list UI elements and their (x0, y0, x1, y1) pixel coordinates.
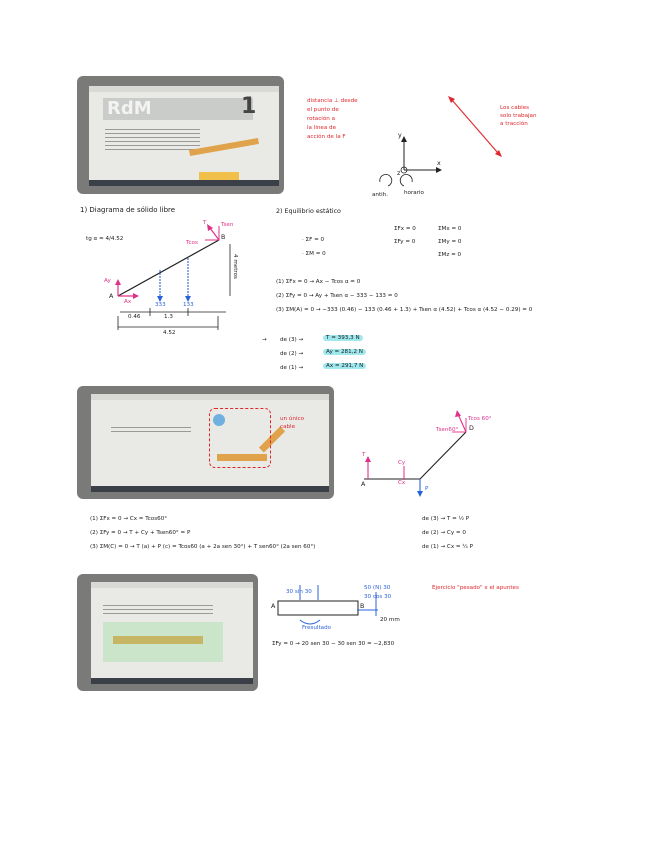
s3-label-a: A (271, 603, 276, 610)
s1-res1-from: de (3) → (280, 337, 304, 343)
photo-3-toolbar (91, 582, 253, 588)
s1-title-eq: 2) Equilibrio estático (276, 208, 341, 215)
s1-red-note-line: la linea de (307, 125, 337, 131)
s1-eq-my: ΣMy = 0 (438, 239, 462, 245)
photo-2-toolbar (91, 394, 329, 400)
s2-label-cx: Cx (398, 480, 406, 486)
s1-red-note-line: distancia ⊥ desde (307, 98, 358, 104)
s2-label-a: A (361, 481, 366, 488)
s1-dim-height: 4 metros (232, 254, 238, 279)
s1-label-tsen: Tsen (221, 222, 234, 228)
s3-label-b: B (360, 603, 365, 610)
s1-eq-mx: ΣMx = 0 (438, 226, 462, 232)
photo-1-logo: RdM (107, 98, 152, 119)
s3-label-3: 30 cos 30 (364, 594, 392, 600)
axes-antihorario: antih. (372, 192, 389, 198)
s2-label-cy: Cy (398, 460, 406, 466)
s3-label-2: 50 (N) 30 (364, 585, 391, 591)
photo-2-screen (91, 394, 329, 492)
photo-3-screen (91, 582, 253, 684)
screen-photo-2 (77, 386, 334, 499)
s2-eq-1: (1) ΣFx = 0 → Cx = Tcos60° (90, 516, 168, 522)
axes-z-label: z (397, 170, 401, 177)
photo-2-red-outline (209, 408, 271, 468)
s1-eq-2: (2) ΣFy = 0 → Ay + Tsen α − 333 − 133 = 0 (276, 293, 398, 299)
s2-res-3: de (1) → Cx = ¼ P (422, 544, 473, 550)
s1-res2-from: de (2) → (280, 351, 304, 357)
axes-horario: horario (404, 190, 424, 196)
s2-label-d: D (469, 425, 474, 432)
s1-label-ax: Ax (124, 299, 132, 305)
photo-2-text (111, 424, 191, 434)
s1-red-note-right-line: Los cables (500, 105, 530, 111)
s1-angle-note: tg α = 4/4.52 (86, 236, 124, 242)
s3-red-note: Ejercicio "pesado" x el apuntes (432, 585, 519, 591)
s2-eq-2: (2) ΣFy = 0 → T + Cy + Tsen60° = P (90, 530, 191, 536)
screen-photo-3 (77, 574, 258, 691)
s2-label-tcos60: Tcos 60° (468, 416, 492, 422)
s2-label-tsen60: Tsen60° (436, 427, 459, 433)
photo-3-text (103, 602, 213, 616)
s1-red-note-right (500, 104, 537, 128)
photo-3-taskbar (91, 678, 253, 684)
s2-eq-3: (3) ΣM(C) = 0 → T (a) + P (c) = Tcos60 (a + 2a sen 30°) + T sen60° (2a sen 60°) (90, 544, 316, 550)
s1-eq-1: (1) ΣFx = 0 → Ax − Tcos α = 0 (276, 279, 361, 285)
s1-res2-value: Ay = 281,2 N (323, 349, 366, 355)
s2-red-note-line: un único (280, 416, 305, 422)
s1-red-note-line: acción de la F (307, 134, 346, 140)
s1-label-a: A (109, 293, 114, 300)
s2-res-2: de (2) → Cy = 0 (422, 530, 466, 536)
s1-red-note-line: el punto de (307, 107, 339, 113)
s1-eq-3: (3) ΣM(A) = 0 → −333 (0.46) − 133 (0.46 + 1.3) + Tsen α (4.52) + Tcos α (4.52 − 0.29) = 0 (276, 307, 533, 313)
s1-load-2: 133 (183, 302, 194, 308)
s1-eq-mz: ΣMz = 0 (438, 252, 462, 258)
s1-label-ay: Ay (104, 278, 111, 284)
s2-label-p: P (425, 486, 429, 492)
s3-label-4: 20 mm (380, 617, 400, 623)
s1-red-note-line: rotación a (307, 116, 336, 122)
s1-eq-fy: ΣFy = 0 (394, 239, 416, 245)
s2-red-note-line: cable (280, 424, 296, 430)
s2-res-1: de (3) → T = ½ P (422, 516, 470, 522)
s1-dim-mid: 1.3 (164, 314, 173, 320)
s2-red-note (280, 415, 304, 431)
s2-label-t: T (362, 452, 366, 458)
s1-eq-sumf: · ΣF = 0 (302, 237, 325, 243)
s1-load-1: 333 (155, 302, 166, 308)
s1-res3-from: de (1) → (280, 365, 304, 371)
s1-label-tcos: Tcos (186, 240, 198, 246)
s1-red-note-right-line: solo trabajan (500, 113, 537, 119)
s1-eq-fx: ΣFx = 0 (394, 226, 416, 232)
s3-label-1: 30 sin 30 (286, 589, 312, 595)
axes-y-label: y (398, 132, 402, 139)
s1-label-t: T (203, 220, 207, 226)
s3-eq: ΣFy = 0 → 20 sen 30 − 30 sen 30 = −2,830 (272, 641, 395, 647)
s1-red-note-right-line: a tracción (500, 121, 528, 127)
s1-res-arrow: → (262, 337, 267, 343)
s1-label-b: B (221, 234, 226, 241)
s1-eq-summ: · ΣM = 0 (302, 251, 326, 257)
photo-1-number: 1 (241, 94, 257, 119)
s1-res1-value: T = 393,3 N (323, 335, 363, 341)
s1-dim-total: 4.52 (163, 330, 176, 336)
s1-title-dsl: 1) Diagrama de sólido libre (80, 206, 176, 214)
axes-x-label: x (437, 160, 441, 167)
photo-3-green (103, 622, 223, 662)
s3-label-5: Fresultado (302, 625, 332, 631)
photo-2-taskbar (91, 486, 329, 492)
s1-dim-left: 0.46 (128, 314, 141, 320)
s1-res3-value: Ax = 291,7 N (323, 363, 366, 369)
